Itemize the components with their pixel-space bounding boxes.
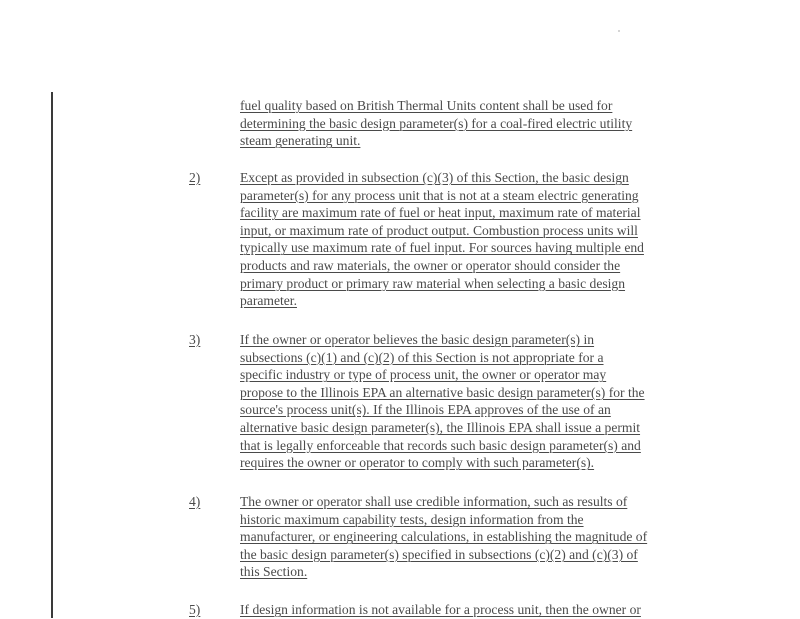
text-line: fuel quality based on British Thermal Units content shall be used for	[240, 98, 613, 113]
paragraph-4	[240, 493, 715, 581]
text-line: parameter(s) for any process unit that is not at a steam electric generating	[240, 187, 639, 203]
paragraph-3	[240, 331, 715, 472]
text-line: historic maximum capability tests, design information from the	[240, 511, 584, 527]
scan-speck	[618, 30, 620, 32]
margin-revision-bar	[51, 92, 53, 618]
text-line: requires the owner or operator to comply with such parameter(s).	[240, 455, 595, 471]
text-line: Except as provided in subsection (c)(3) of this Section, the basic design	[240, 170, 629, 185]
text-line: facility are maximum rate of fuel or heat input, maximum rate of material	[240, 205, 641, 221]
paragraph-number-3: 3)	[189, 332, 201, 347]
paragraph-continuation	[240, 97, 715, 150]
text-line: alternative basic design parameter(s), the Illinois EPA shall issue a permit	[240, 419, 641, 435]
text-line: If the owner or operator believes the basic design parameter(s) in	[240, 332, 595, 347]
text-line: The owner or operator shall use credible information, such as results of	[240, 494, 628, 509]
text-line: propose to the Illinois EPA an alternative basic design parameter(s) for the	[240, 384, 645, 400]
text-line: source's process unit(s). If the Illinois EPA approves of the use of an	[240, 402, 611, 418]
paragraph-number-2: 2)	[189, 170, 201, 185]
text-line: typically use maximum rate of fuel input. For sources having multiple end	[240, 240, 644, 256]
text-line: that is legally enforceable that records such basic design parameter(s) and	[240, 437, 641, 453]
paragraph-number-4: 4)	[189, 494, 201, 509]
text-line: determining the basic design parameter(s) for a coal-fired electric utility	[240, 115, 633, 131]
text-line: parameter.	[240, 293, 297, 309]
text-line: input, or maximum rate of product output. Combustion process units will	[240, 222, 638, 238]
text-line: steam generating unit.	[240, 133, 361, 149]
text-line: primary product or primary raw material when selecting a basic design	[240, 275, 626, 291]
text-line: subsections (c)(1) and (c)(2) of this Section is not appropriate for a	[240, 349, 604, 365]
paragraph-2	[240, 169, 715, 310]
text-line: the basic design parameter(s) specified in subsections (c)(2) and (c)(3) of	[240, 546, 638, 562]
text-line: products and raw materials, the owner or operator should consider the	[240, 257, 621, 273]
text-line: this Section.	[240, 564, 308, 580]
text-line: manufacturer, or engineering calculations, in establishing the magnitude of	[240, 529, 648, 545]
paragraph-5	[240, 601, 715, 619]
paragraph-number-5: 5)	[189, 602, 201, 617]
text-line: specific industry or type of process unit, the owner or operator may	[240, 367, 607, 383]
text-line: If design information is not available for a process unit, then the owner or	[240, 602, 641, 617]
